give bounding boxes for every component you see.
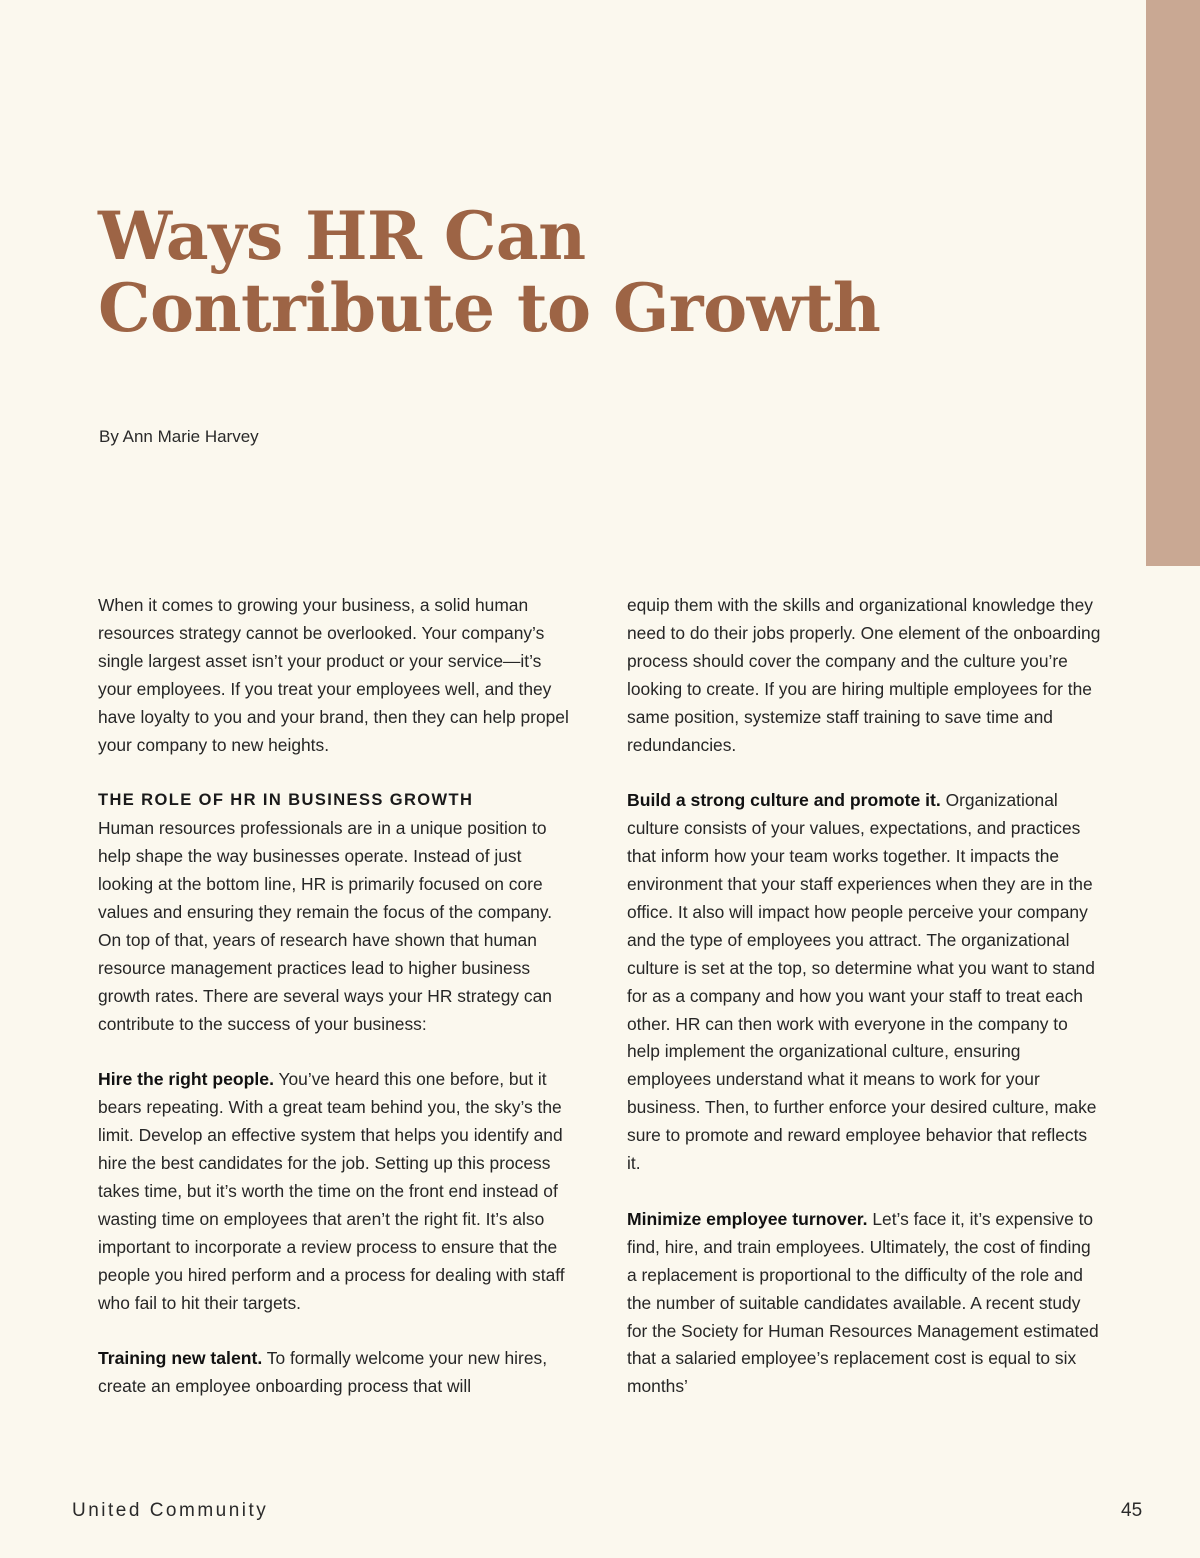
title-line-2: Contribute to Growth (98, 269, 881, 347)
title-line-1: Ways HR Can (98, 197, 586, 275)
side-color-tab (1146, 0, 1200, 566)
turnover-paragraph (627, 1206, 1105, 1401)
culture-lead: Build a strong culture and promote it. (627, 790, 941, 811)
culture-body: Organizational culture consists of your values, expectations, and practices that inform how your team works together. It impacts the environment that your staff experiences when they are in the office. It also will impact how people perceive your company and the type of employees you attract. The organizational culture is set at the top, so determine what you want to stand for as a company and how you want your staff to treat each other. HR can then work with everyone in the company to help implement the organizational culture, ensuring employees understand what it means to work for your business. Then, to further enforce your desired culture, make sure to promote and reward employee behavior that reflects it. (627, 790, 1097, 1174)
article-title (98, 197, 881, 347)
training-body: To formally welcome your new hires, create an employee onboarding process that will (98, 1348, 548, 1397)
footer-publication: United Community (72, 1500, 269, 1521)
right-column (627, 592, 1105, 1401)
section-body: Human resources professionals are in a unique position to help shape the way businesses operate. Instead of just looking at the bottom line, HR is primarily focused on core values and ensuring they remain the focus of the company. On top of that, years of research have shown that human resource management practices lead to higher business growth rates. There are several ways your HR strategy can contribute to the success of your business: (98, 818, 553, 1034)
hire-lead: Hire the right people. (98, 1069, 274, 1090)
training-paragraph (98, 1345, 576, 1401)
byline: By Ann Marie Harvey (99, 427, 259, 446)
turnover-lead: Minimize employee turnover. (627, 1208, 868, 1229)
training-lead: Training new talent. (98, 1348, 263, 1369)
section-heading: THE ROLE OF HR IN BUSINESS GROWTH (98, 791, 474, 810)
section-paragraph (98, 787, 576, 1038)
hire-body: You’ve heard this one before, but it bears repeating. With a great team behind you, the sky’s the limit. Develop an effective system that helps you identify and hire the best candidates for the job. Setting up this process takes time, but it’s worth the time on the front end instead of wasting time on employees that aren’t the right fit. It’s also important to incorporate a review process to ensure that the people you hired perform and a process for dealing with staff who fail to hit their targets. (98, 1069, 565, 1313)
training-continued-paragraph: equip them with the skills and organizational knowledge they need to do their jobs properly. One element of the onboarding process should cover the company and the culture you’re looking to create. If you are hiring multiple employees for the same position, systemize staff training to save time and redundancies. (627, 595, 1101, 755)
footer-page-number: 45 (1121, 1500, 1143, 1521)
culture-paragraph (627, 787, 1105, 1178)
left-column (98, 592, 576, 1401)
hire-paragraph (98, 1066, 576, 1317)
intro-paragraph: When it comes to growing your business, a solid human resources strategy cannot be overlooked. Your company’s single largest asset isn’t your product or your service—it’s your employees. If you treat your employees well, and they have loyalty to you and your brand, then they can help propel your company to new heights. (98, 595, 569, 755)
turnover-body: Let’s face it, it’s expensive to find, hire, and train employees. Ultimately, the cost of finding a replacement is proportional to the difficulty of the role and the number of suitable candidates available. A recent study for the Society for Human Resources Management estimated that a salaried employee’s replacement cost is equal to six months’ (627, 1208, 1099, 1397)
